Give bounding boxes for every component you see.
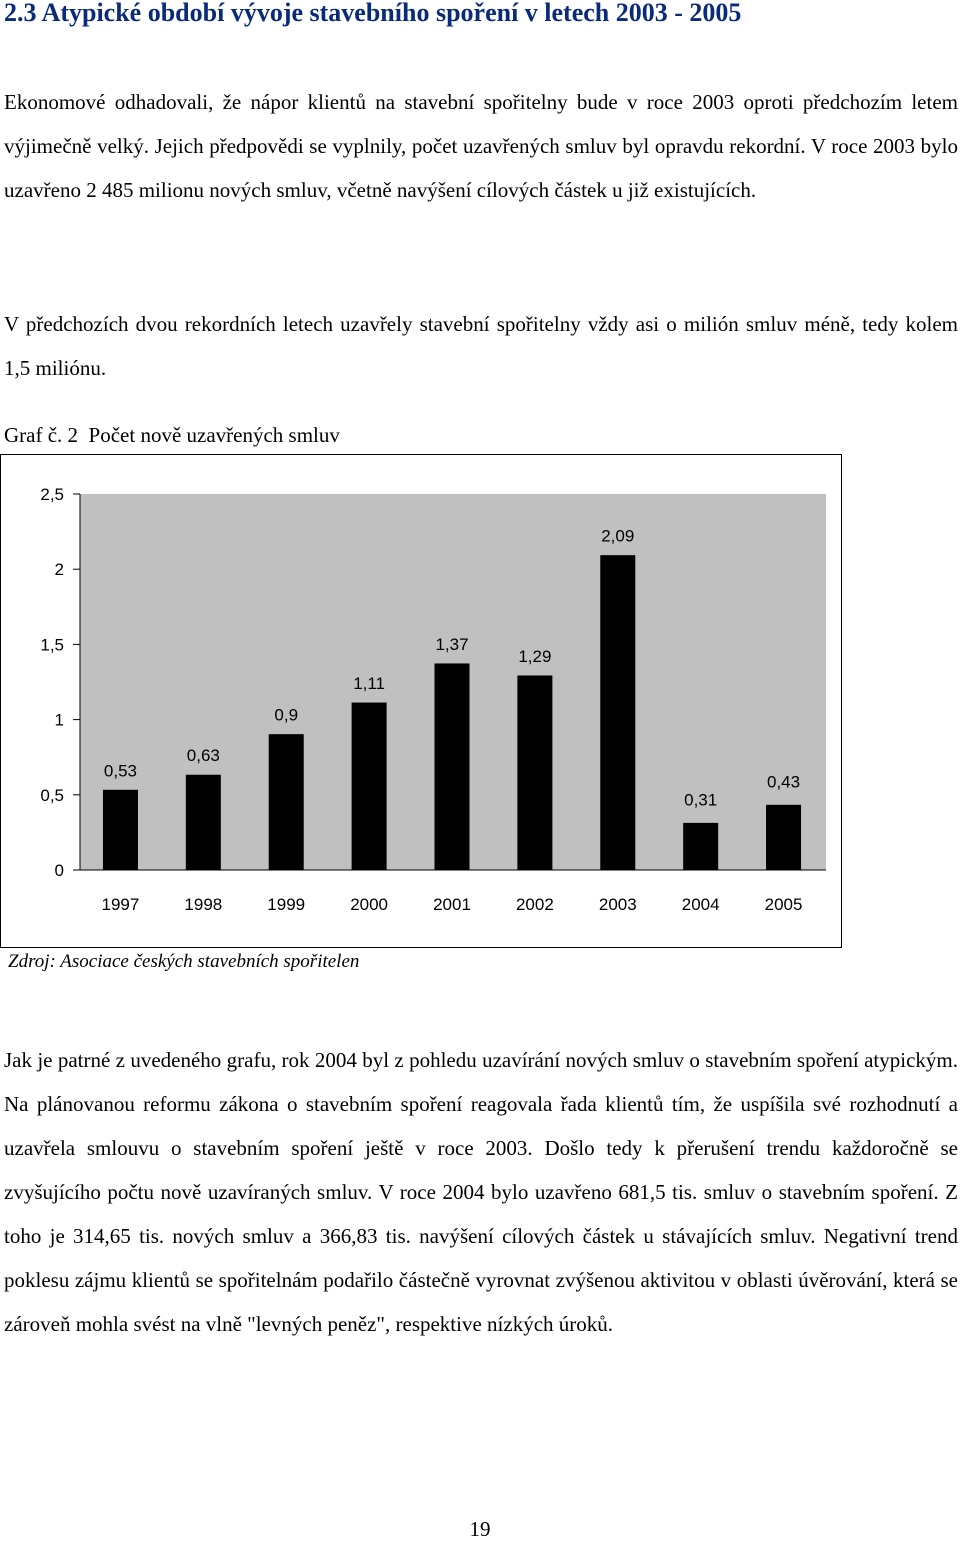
x-tick-label-1999: 1999 <box>267 895 306 914</box>
x-tick-label-2000: 2000 <box>350 895 389 914</box>
x-tick-label-2003: 2003 <box>598 895 637 914</box>
value-label-2005: 0,43 <box>767 772 801 792</box>
x-tick-label-2001: 2001 <box>433 895 471 914</box>
value-label-1998: 0,63 <box>186 746 220 766</box>
value-label-2003: 2,09 <box>601 526 635 546</box>
x-tick-label-1998: 1998 <box>184 895 223 914</box>
source-note: Zdroj: Asociace českých stavebních spořitelen <box>8 951 360 972</box>
x-axis-labels <box>102 895 803 914</box>
x-tick-label-2004: 2004 <box>681 895 720 914</box>
page-number: 19 <box>469 1517 491 1541</box>
x-tick-label-2002: 2002 <box>515 895 554 914</box>
bar-2000 <box>352 703 386 870</box>
bar-chart <box>0 454 842 948</box>
y-tick-label: 1,5 <box>40 635 64 655</box>
bar-1997 <box>103 790 137 870</box>
x-tick-label-1997: 1997 <box>101 895 140 914</box>
value-label-2004: 0,31 <box>684 790 718 810</box>
bar-2001 <box>435 664 469 870</box>
bar-2005 <box>767 805 801 870</box>
bar-2002 <box>518 676 552 870</box>
x-tick-label-2005: 2005 <box>764 895 803 914</box>
value-label-2001: 1,37 <box>435 634 469 654</box>
graph-caption: Graf č. 2 Počet nově uzavřených smluv <box>4 423 340 447</box>
y-tick-label: 2,5 <box>40 485 64 504</box>
bar-chart-svg <box>0 454 842 948</box>
y-tick-label: 0,5 <box>40 785 64 805</box>
intro-paragraph: Ekonomové odhadovali, že nápor klientů na stavební spořitelny bude v roce 2003 oproti předchozím letem výjimečně velký. Jejich předpovědi se vyplnily, počet uzavřených smluv byl opravdu rekordní. V roce 2003 bylo uzavřeno 2 485 milionu nových smluv, včetně navýšení cílových částek u již existujících. <box>4 90 958 202</box>
value-label-1997: 0,53 <box>103 761 137 781</box>
bar-1999 <box>269 735 303 870</box>
y-tick-label: 1 <box>54 710 64 730</box>
bar-2003 <box>601 556 635 870</box>
bar-1998 <box>186 775 220 870</box>
analysis-paragraph: Jak je patrné z uvedeného grafu, rok 2004 byl z pohledu uzavírání nových smluv o stavebním spoření atypickým. Na plánovanou reformu zákona o stavebním spoření reagovala řada klientů tím, že uspíšila své rozhodnutí a uzavřela smlouvu o stavebním spoření ještě v roce 2003. Došlo tedy k přerušení trendu každoročně se zvyšujícího počtu nově uzavíraných smluv. V roce 2004 bylo uzavřeno 681,5 tis. smluv o stavebním spoření. Z toho je 314,65 tis. nových smluv a 366,83 tis. navýšení cílových částek u stávajících smluv. Negativní trend poklesu zájmu klientů se spořitelnám podařilo částečně vyrovnat zvýšenou aktivitou v oblasti úvěrování, která se zároveň mohla svést na vlně "levných peněz", respektive nízkých úroků. <box>4 1048 958 1336</box>
value-label-1999: 0,9 <box>274 705 299 725</box>
bar-2004 <box>684 823 718 870</box>
value-label-2002: 1,29 <box>518 646 552 666</box>
y-tick-label: 2 <box>54 560 64 580</box>
section-heading: 2.3 Atypické období vývoje stavebního spoření v letech 2003 - 2005 <box>4 0 742 27</box>
records-paragraph: V předchozích dvou rekordních letech uzavřely stavební spořitelny vždy asi o milión smluv méně, tedy kolem 1,5 miliónu. <box>4 312 958 380</box>
y-tick-label: 0 <box>54 861 64 880</box>
value-label-2000: 1,11 <box>353 674 386 694</box>
